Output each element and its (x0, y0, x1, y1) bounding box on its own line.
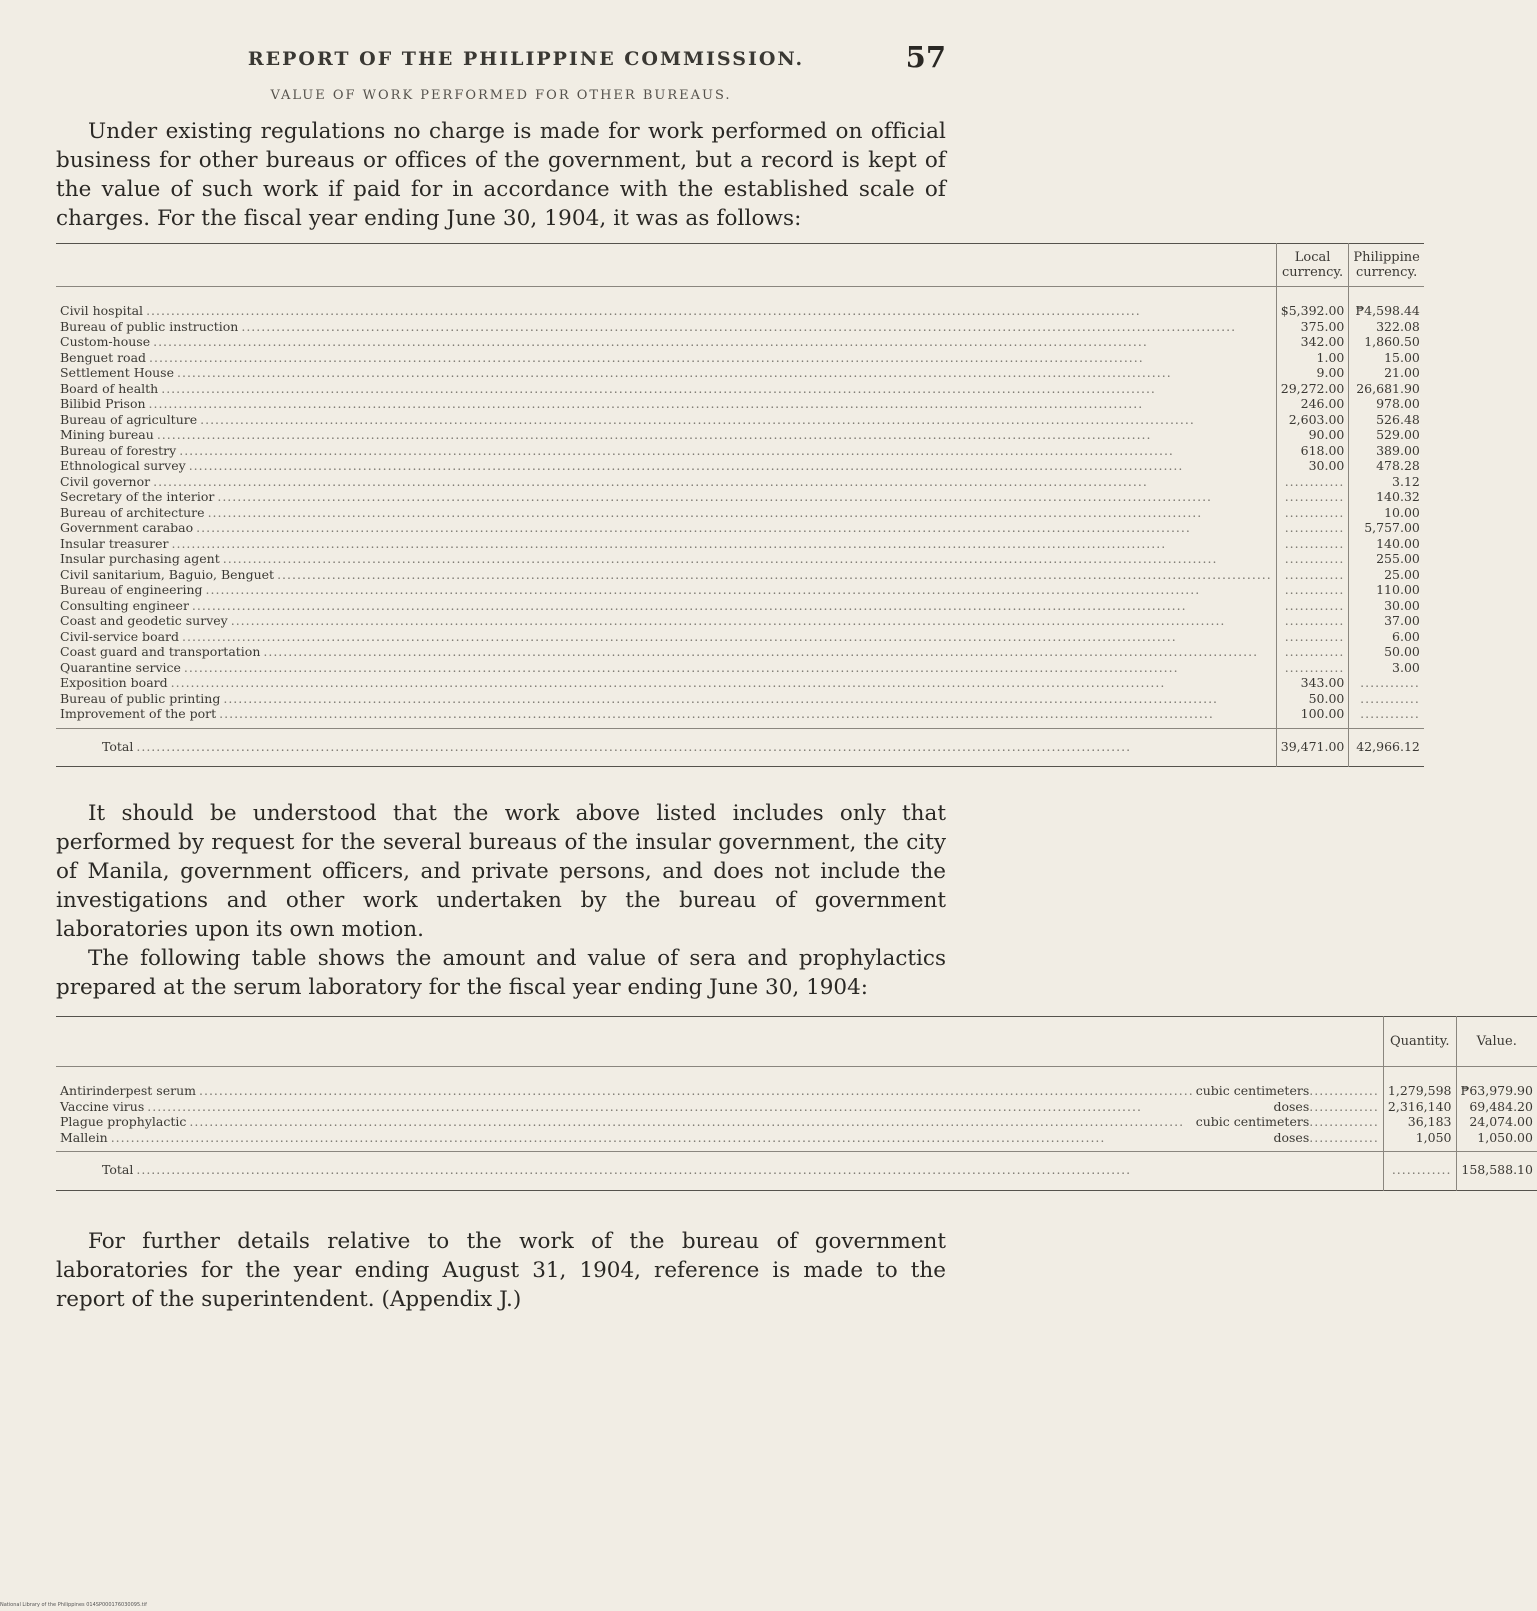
local-currency-value: 375.00 (1276, 319, 1349, 335)
table-row: Antirinderpest serum ..... cubic centimeters .. ..... 1,279,598 ₱63,979.90 (56, 1067, 1537, 1099)
table-row (56, 505, 1424, 521)
philippine-currency-value: 526.48 (1349, 412, 1424, 428)
sera-header-row (56, 1017, 1537, 1067)
philippine-currency-value: 25.00 (1349, 567, 1424, 583)
sera-header-blank (56, 1017, 1383, 1067)
table-row (56, 536, 1424, 552)
philippine-currency-value: 21.00 (1349, 365, 1424, 381)
row-label: Civil-service board (60, 628, 180, 644)
philippine-currency-value: 478.28 (1349, 458, 1424, 474)
row-label: Civil hospital (60, 303, 144, 318)
row-label: Antirinderpest serum (60, 1083, 196, 1098)
table-row (56, 287, 1424, 319)
row-label: Coast and geodetic survey (60, 613, 228, 628)
local-currency-value: 9.00 (1276, 365, 1349, 381)
local-currency-value (1276, 505, 1349, 521)
row-label: Coast guard and transportation (60, 644, 261, 659)
sera-table-body (56, 1067, 1537, 1152)
header-philippine-currency: Philippine currency. (1349, 244, 1424, 287)
table-row (56, 412, 1424, 428)
table-row (56, 582, 1424, 598)
row-label: Mining bureau (60, 427, 154, 442)
row-label: Benguet road (60, 349, 147, 365)
section-title: VALUE OF WORK PERFORMED FOR OTHER BUREAUS. (270, 88, 732, 103)
philippine-currency-value: 3.12 (1349, 474, 1424, 490)
table-row (56, 350, 1424, 366)
local-currency-value: 618.00 (1276, 443, 1349, 459)
local-currency-value (1276, 474, 1349, 490)
table-row (56, 319, 1424, 335)
philippine-currency-value: 26,681.90 (1349, 381, 1424, 397)
table-row (56, 706, 1424, 728)
page (56, 40, 1533, 1314)
header-local-currency: Local currency. (1276, 244, 1349, 287)
local-currency-value (1276, 582, 1349, 598)
row-label: Plague prophylactic (60, 1114, 187, 1129)
scan-credit: National Library of the Philippines 014SP000176030095.tif (0, 1602, 147, 1608)
row-label: Bureau of public instruction (60, 318, 239, 334)
local-currency-value (1276, 629, 1349, 645)
philippine-currency-value: 3.00 (1349, 660, 1424, 676)
table-row (56, 443, 1424, 459)
paragraph-further-details: For further details relative to the work of the bureau of government laboratories for the year ending August 31, 1904, reference is made to the report of the superintendent. (Appendix J.) (56, 1228, 946, 1312)
local-currency-value: 343.00 (1276, 675, 1349, 691)
philippine-currency-value (1349, 675, 1424, 691)
row-unit: doses (1273, 1098, 1310, 1114)
total-local: 39,471.00 (1276, 728, 1349, 767)
local-currency-value (1276, 567, 1349, 583)
table-row (56, 381, 1424, 397)
header-quantity: Quantity. (1383, 1017, 1456, 1067)
total-row (56, 728, 1424, 767)
row-label: Bureau of engineering (60, 582, 203, 597)
philippine-currency-value: 529.00 (1349, 427, 1424, 443)
running-head: REPORT OF THE PHILIPPINE COMMISSION. (247, 48, 805, 70)
quantity-value: 1,279,598 (1383, 1067, 1456, 1099)
row-label: Secretary of the interior (60, 489, 215, 504)
row-label: Vaccine virus (60, 1098, 145, 1114)
philippine-currency-value: 30.00 (1349, 598, 1424, 614)
local-currency-value (1276, 660, 1349, 676)
table-row (56, 489, 1424, 505)
table-row: Plague prophylactic ..... cubic centimeters .. ..... 36,183 24,074.00 (56, 1114, 1537, 1130)
sera-total-label: Total (102, 1162, 134, 1177)
row-label: Government carabao (60, 520, 194, 535)
philippine-currency-value: ₱4,598.44 (1349, 287, 1424, 319)
quantity-value: 36,183 (1383, 1114, 1456, 1130)
philippine-currency-value: 978.00 (1349, 396, 1424, 412)
header-value: Value. (1456, 1017, 1537, 1067)
local-currency-value (1276, 536, 1349, 552)
philippine-currency-value: 322.08 (1349, 319, 1424, 335)
row-label: Bureau of public printing (60, 690, 221, 706)
sera-total-row (56, 1152, 1537, 1191)
table-row (56, 396, 1424, 412)
philippine-currency-value (1349, 706, 1424, 728)
row-label: Civil governor (60, 473, 151, 489)
row-label: Bilibid Prison (60, 396, 146, 411)
header-blank (56, 244, 1276, 287)
value-amount: ₱63,979.90 (1456, 1067, 1537, 1099)
row-label: Ethnological survey (60, 458, 186, 473)
local-currency-value (1276, 520, 1349, 536)
table-row (56, 567, 1424, 583)
paragraph-explanation: It should be understood that the work above listed includes only that performed by request for the several bureaus of the insular government, the city of Manila, government officers, and private persons, and does not include the investigations and other work undertaken by the bureau of government laboratories upon its own motion. (56, 801, 946, 942)
sera-total-quantity (1383, 1152, 1456, 1191)
local-currency-value: 50.00 (1276, 691, 1349, 707)
table-row: Vaccine virus ..... doses .. ..... 2,316,140 69,484.20 (56, 1099, 1537, 1115)
row-unit: cubic centimeters (1195, 1083, 1310, 1098)
value-amount: 1,050.00 (1456, 1130, 1537, 1152)
row-label: Board of health (60, 380, 159, 396)
philippine-currency-value: 140.00 (1349, 536, 1424, 552)
row-label: Custom-house (60, 334, 151, 349)
total-label: Total (102, 738, 134, 754)
sera-total-value: 158,588.10 (1456, 1152, 1537, 1191)
philippine-currency-value: 37.00 (1349, 613, 1424, 629)
local-currency-value: 100.00 (1276, 706, 1349, 728)
row-label: Insular purchasing agent (60, 551, 220, 566)
page-number: 57 (905, 40, 946, 74)
philippine-currency-value: 50.00 (1349, 644, 1424, 660)
row-label: Consulting engineer (60, 597, 189, 613)
philippine-currency-value: 1,860.50 (1349, 334, 1424, 350)
table-row (56, 474, 1424, 490)
philippine-currency-value (1349, 691, 1424, 707)
row-label: Mallein (60, 1129, 108, 1145)
philippine-currency-value: 110.00 (1349, 582, 1424, 598)
row-label: Exposition board (60, 675, 168, 690)
row-label: Settlement House (60, 365, 174, 380)
row-unit: doses (1273, 1129, 1310, 1145)
row-label: Quarantine service (60, 659, 181, 675)
table-row (56, 613, 1424, 629)
table-row (56, 365, 1424, 381)
row-label: Civil sanitarium, Baguio, Benguet (60, 566, 275, 582)
quantity-value: 1,050 (1383, 1130, 1456, 1152)
value-amount: 69,484.20 (1456, 1099, 1537, 1115)
local-currency-value: 2,603.00 (1276, 412, 1349, 428)
local-currency-value (1276, 489, 1349, 505)
paragraph-intro: Under existing regulations no charge is made for work performed on official business for other bureaus or offices of the government, but a record is kept of the value of such work if paid for in accordance with the established scale of charges. For the fiscal year ending June 30, 1904, it was as follows: (56, 119, 946, 231)
work-value-table-body (56, 287, 1424, 729)
value-amount: 24,074.00 (1456, 1114, 1537, 1130)
local-currency-value: 342.00 (1276, 334, 1349, 350)
table-row: Mallein ..... doses .. ..... 1,050 1,050.00 (56, 1130, 1537, 1152)
table-row (56, 675, 1424, 691)
table-row (56, 629, 1424, 645)
row-label: Improvement of the port (60, 706, 217, 721)
sera-table (56, 1016, 1537, 1191)
philippine-currency-value: 389.00 (1349, 443, 1424, 459)
local-currency-value (1276, 598, 1349, 614)
table-row (56, 644, 1424, 660)
table-row (56, 334, 1424, 350)
table-row (56, 660, 1424, 676)
quantity-value: 2,316,140 (1383, 1099, 1456, 1115)
row-label: Insular treasurer (60, 535, 169, 551)
paragraph-sera-intro: The following table shows the amount and value of sera and prophylactics prepared at the serum laboratory for the fiscal year ending June 30, 1904: (56, 946, 946, 1000)
table-row (56, 520, 1424, 536)
row-label: Bureau of forestry (60, 442, 177, 458)
total-philippine: 42,966.12 (1349, 728, 1424, 767)
row-unit: cubic centimeters (1195, 1114, 1310, 1129)
local-currency-value: 29,272.00 (1276, 381, 1349, 397)
table-row (56, 598, 1424, 614)
row-label: Bureau of agriculture (60, 411, 198, 427)
table-row (56, 691, 1424, 707)
local-currency-value (1276, 644, 1349, 660)
local-currency-value: 1.00 (1276, 350, 1349, 366)
table-header-row (56, 244, 1424, 287)
local-currency-value: $5,392.00 (1276, 287, 1349, 319)
local-currency-value (1276, 551, 1349, 567)
philippine-currency-value: 6.00 (1349, 629, 1424, 645)
local-currency-value: 246.00 (1276, 396, 1349, 412)
local-currency-value (1276, 613, 1349, 629)
philippine-currency-value: 140.32 (1349, 489, 1424, 505)
philippine-currency-value: 15.00 (1349, 350, 1424, 366)
page-header (56, 40, 946, 80)
table-row (56, 458, 1424, 474)
philippine-currency-value: 255.00 (1349, 551, 1424, 567)
table-row (56, 427, 1424, 443)
philippine-currency-value: 10.00 (1349, 505, 1424, 521)
philippine-currency-value: 5,757.00 (1349, 520, 1424, 536)
local-currency-value: 90.00 (1276, 427, 1349, 443)
local-currency-value: 30.00 (1276, 458, 1349, 474)
table-row (56, 551, 1424, 567)
work-value-table (56, 243, 1424, 767)
row-label: Bureau of architecture (60, 504, 205, 520)
